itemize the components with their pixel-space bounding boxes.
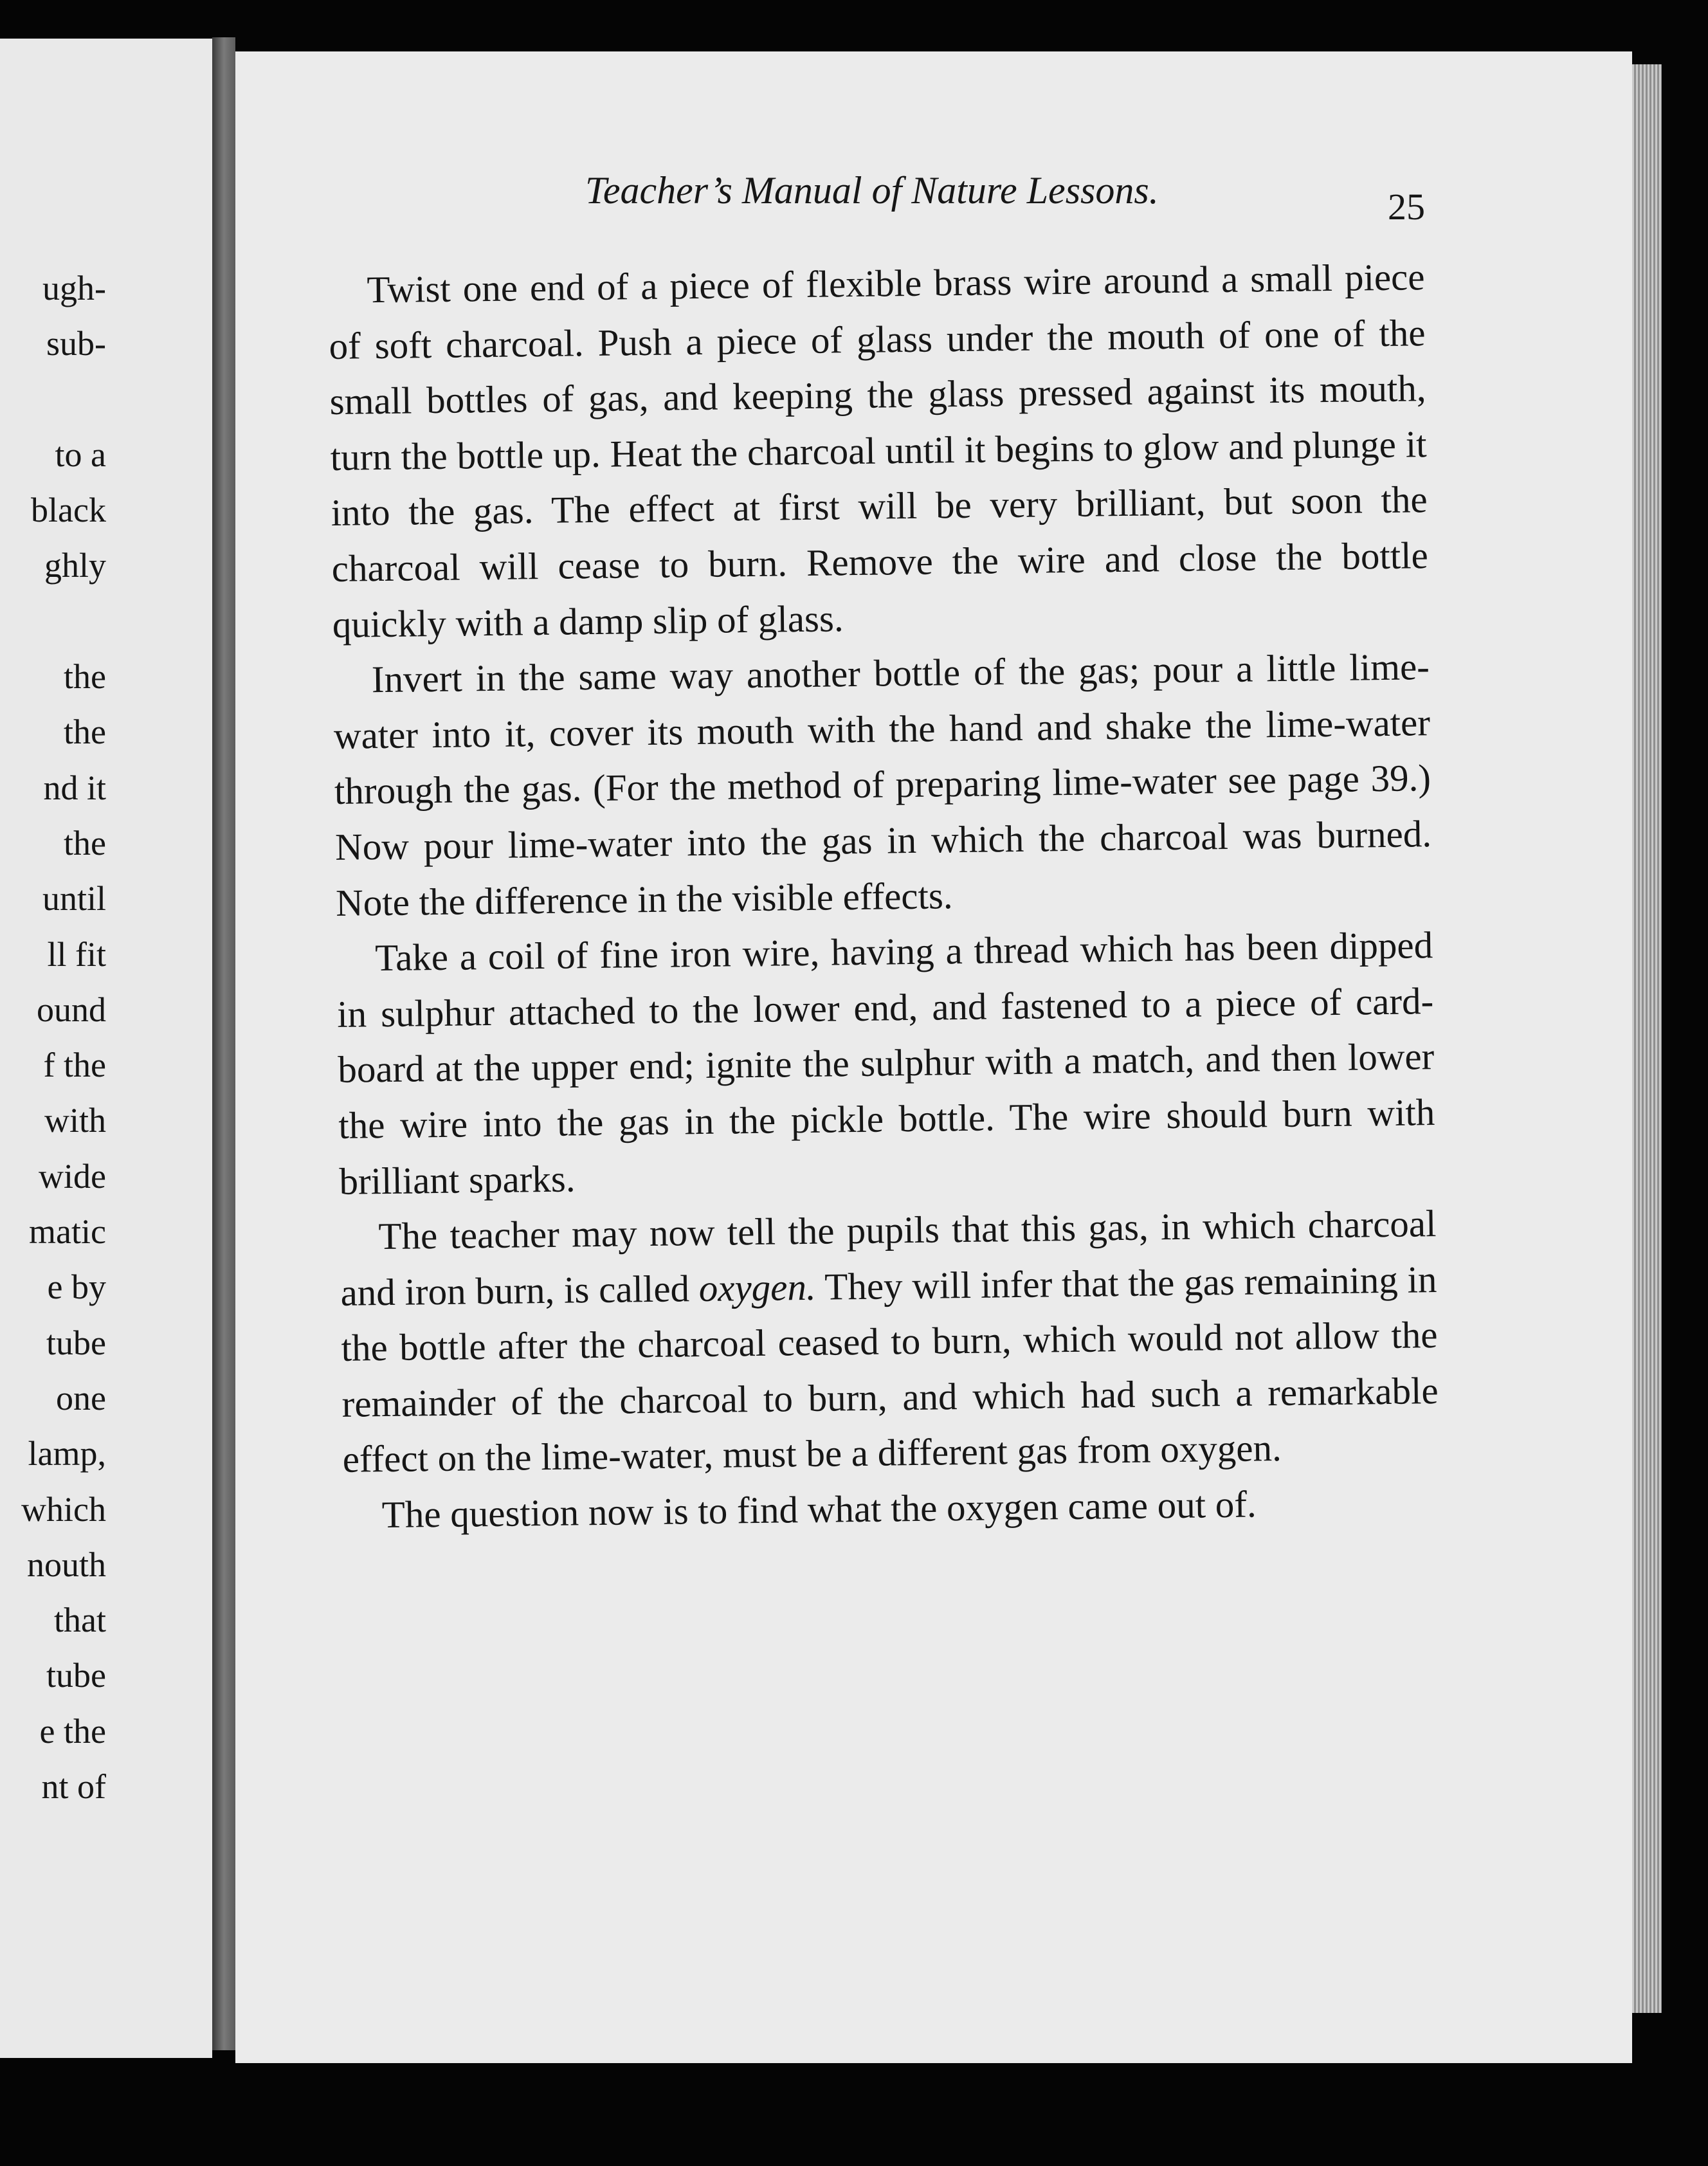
line-fragment: e by [47,1268,106,1307]
emphasized-term: oxygen. [698,1265,816,1309]
line-fragment [0,594,106,649]
line-fragment: ghly [44,546,106,585]
line-fragment: ll fit [47,934,106,974]
paragraph-text: The teacher may now tell the pupils that this gas, in which charcoal and iron burn, is called [340,1202,1437,1314]
line-fragment: that [54,1601,106,1640]
line-fragment: which [21,1489,106,1529]
line-fragment: black [31,491,106,530]
previous-page-line-fragments [0,260,106,1814]
page-edges [1632,64,1662,2013]
page-body [328,249,1440,1543]
line-fragment: f the [43,1046,106,1085]
line-fragment: lamp, [28,1434,106,1473]
line-fragment: one [56,1378,106,1417]
line-fragment: with [44,1101,106,1140]
paragraph: The question now is to find what the oxygen came out of. [381,1482,1257,1536]
line-fragment: ugh- [42,269,106,307]
line-fragment: the [64,823,106,862]
paragraph-text: They will infer that the gas remaining in the bottle after the charcoal ceased to burn, which would not allow the remainder of the charcoal to burn, and which had such a remarkable effect on the lime-water, must be a different gas from oxygen. [341,1257,1439,1481]
line-fragment: the [64,657,106,696]
line-fragment: tube [46,1656,106,1695]
line-fragment: matic [29,1212,106,1251]
line-fragment: wide [39,1156,106,1196]
line-fragment [0,372,106,427]
line-fragment: sub- [46,324,106,363]
line-fragment: the [64,713,106,752]
line-fragment: ound [37,990,106,1029]
line-fragment: to a [55,435,106,474]
line-fragment: nd it [43,768,106,807]
running-head: Teacher’s Manual of Nature Lessons. [585,169,1159,212]
line-fragment: nouth [26,1545,106,1584]
line-fragment: nt of [41,1767,106,1807]
line-fragment: until [42,879,106,918]
paragraph: Invert in the same way another bottle of the gas; pour a little lime-water into it, cover its mouth with the hand and shake the lime-water through the gas. (For the method of preparing lime-water see page 39.) Now pour lime-water into the gas in which the charcoal was burned. Note the difference in the visible effects. [333,645,1432,924]
paragraph: Take a coil of fine iron wire, having a thread which has been dipped in sulphur attached to the lower end, and fastened to a piece of card-board at the upper end; ignite the sulphur with a match, and then lower the wire into the gas in the pickle bottle. The wire should burn with brilliant sparks. [336,924,1435,1203]
line-fragment: e the [39,1711,106,1751]
paragraph: Twist one end of a piece of flexible brass wire around a small piece of soft charcoal. Push a piece of glass under the mouth of one of the small bottles of gas, and keeping the glass pressed against its mouth, turn the bottle up. Heat the charcoal until it begins to glow and plunge it into the gas. The effect at first will be very brilliant, but soon the charcoal will cease to burn. Remove the wire and close the bottle quickly with a damp slip of glass. [329,255,1429,646]
paragraph [340,1196,1439,1488]
page-number: 25 [1388,186,1425,228]
previous-page [0,39,212,2058]
line-fragment: tube [46,1323,106,1362]
book-gutter [212,37,235,2050]
